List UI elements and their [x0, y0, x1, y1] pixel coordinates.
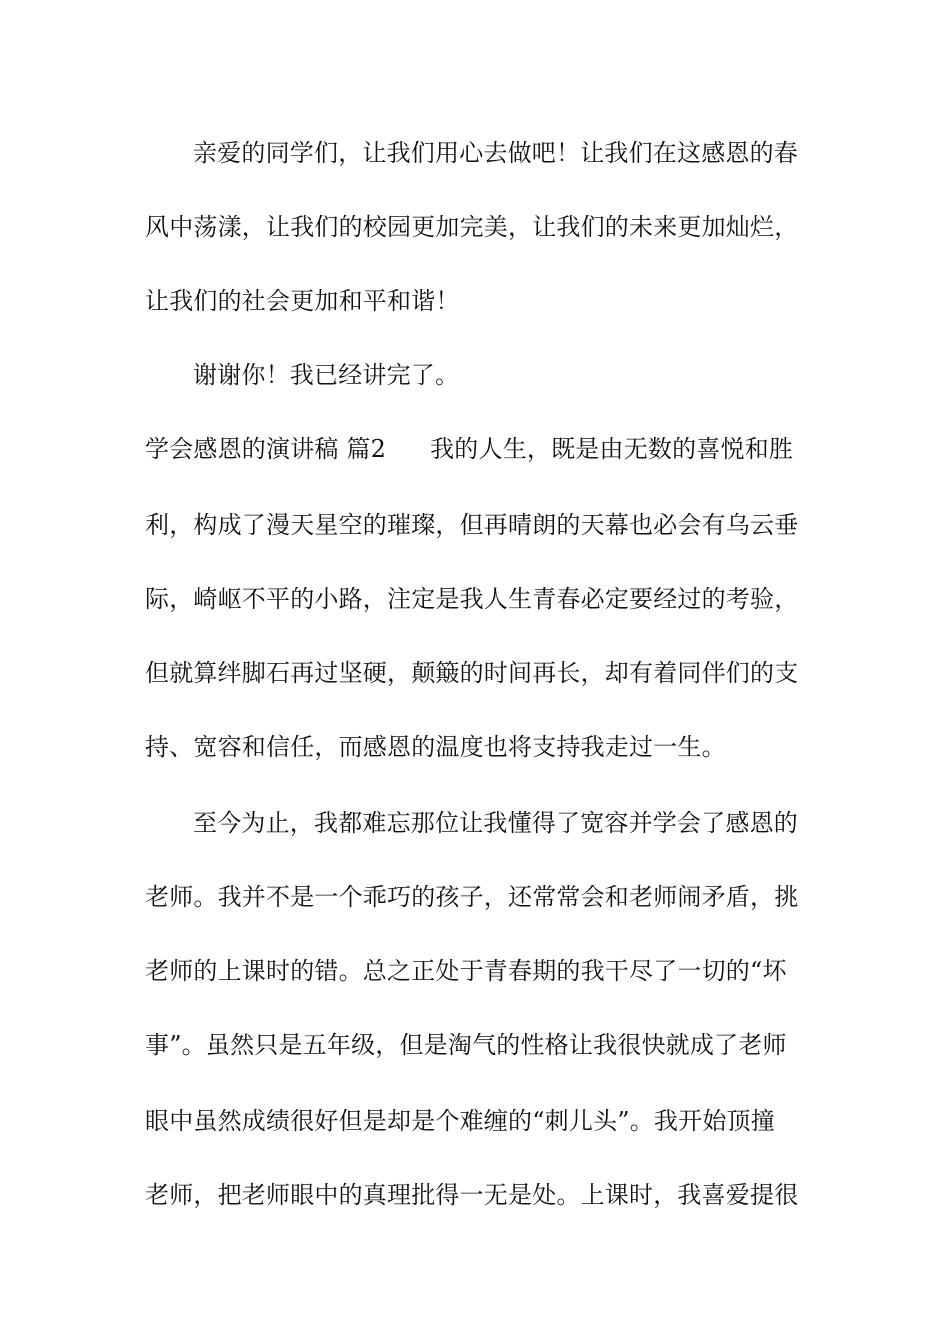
paragraph-line: 老师，把老师眼中的真理批得一无是处。上课时，我喜爱提很	[145, 1181, 799, 1209]
paragraph-line: 至今为止，我都难忘那位让我懂得了宽容并学会了感恩的	[193, 809, 798, 837]
paragraph-line: 但就算绊脚石再过坚硬，颠簸的时间再长，却有着同伴们的支	[145, 659, 799, 687]
paragraph-line: 际，崎岖不平的小路，注定是我人生青春必定要经过的考验，	[145, 585, 799, 613]
section-heading-line	[145, 429, 793, 469]
paragraph-line: 持、宽容和信任，而感恩的温度也将支持我走过一生。	[145, 733, 726, 761]
section-heading: 学会感恩的演讲稿 篇2	[145, 435, 387, 463]
paragraph-line: 让我们的社会更加和平和谐！	[145, 287, 460, 315]
paragraph-line: 亲爱的同学们，让我们用心去做吧！让我们在这感恩的春	[193, 139, 798, 167]
paragraph-line: 风中荡漾，让我们的校园更加完美，让我们的未来更加灿烂，	[145, 213, 799, 241]
paragraph-line: 眼中虽然成绩很好但是却是个难缠的“刺儿头”。我开始顶撞	[145, 1107, 775, 1135]
paragraph-line: 利，构成了漫天星空的璀璨，但再晴朗的天幕也必会有乌云垂	[145, 511, 799, 539]
paragraph-line: 谢谢你！我已经讲完了。	[193, 361, 460, 389]
paragraph-text: 我的人生，既是由无数的喜悦和胜	[430, 435, 794, 463]
paragraph-line: 老师的上课时的错。总之正处于青春期的我干尽了一切的“坏	[145, 957, 787, 985]
paragraph-line: 事”。虽然只是五年级，但是淘气的性格让我很快就成了老师	[145, 1031, 787, 1059]
paragraph-line: 老师。我并不是一个乖巧的孩子，还常常会和老师闹矛盾，挑	[145, 883, 799, 911]
